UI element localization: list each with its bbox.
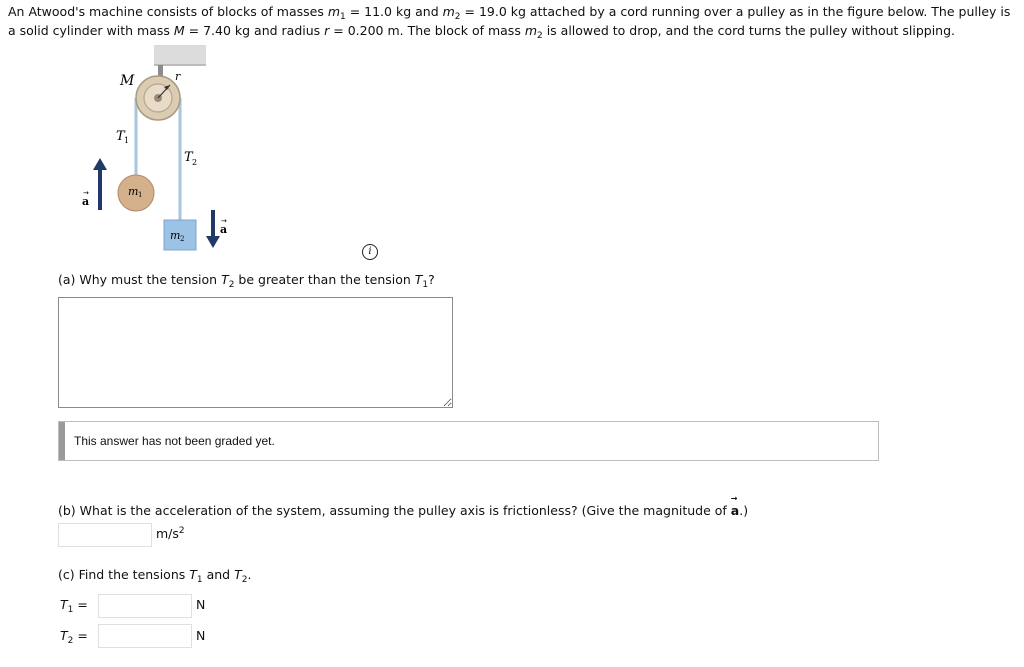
- label-T1: T: [116, 129, 125, 144]
- label-m1: m: [128, 185, 139, 198]
- t2-unit: N: [196, 628, 206, 643]
- acceleration-input[interactable]: [58, 523, 152, 547]
- svg-text:2: 2: [180, 235, 185, 243]
- info-icon[interactable]: i: [362, 244, 378, 260]
- t1-label: $T_1$ =: [60, 597, 88, 615]
- svg-text:2: 2: [192, 158, 198, 167]
- t2-input[interactable]: [98, 624, 192, 648]
- vector-a: → a: [731, 503, 739, 518]
- label-T2: T: [184, 150, 193, 165]
- t1-unit: N: [196, 597, 206, 612]
- ceiling: [154, 45, 206, 65]
- label-m2: m: [170, 229, 181, 242]
- graded-status-bar: [59, 422, 65, 460]
- label-r: r: [175, 70, 181, 83]
- label-M: M: [120, 73, 135, 89]
- svg-text:→: →: [221, 217, 227, 225]
- part-a-question: (a) Why must the tension $T_2$ be greater than the tension $T_1$?: [58, 272, 435, 290]
- graded-status-box: [58, 421, 879, 461]
- svg-text:1: 1: [124, 136, 130, 145]
- part-a-answer-textarea[interactable]: [58, 297, 453, 408]
- svg-text:1: 1: [138, 191, 143, 199]
- problem-statement: An Atwood's machine consists of blocks of masses $m_1 = 11.0$ kg and $m_2 = 19.0$ kg attached by a cord running over a pulley as in the figure below. The pulley is a solid cylinder with mass M = 7.40 kg and radius r = 0.200 m. The block of mass $m_2$ is allowed to drop, and the cord turns the pulley without slipping.: [8, 4, 1011, 41]
- atwood-machine-figure: [60, 40, 320, 270]
- t1-input[interactable]: [98, 594, 192, 618]
- acceleration-unit: $m/s^2$: [156, 526, 185, 541]
- graded-status-text: This answer has not been graded yet.: [74, 434, 275, 448]
- part-b-question: (b) What is the acceleration of the system, assuming the pulley axis is frictionless? (Give the magnitude of → a.): [58, 503, 748, 518]
- part-c-question: (c) Find the tensions $T_1$ and $T_2$.: [58, 567, 252, 585]
- label-a-left: a: [82, 195, 90, 208]
- label-a-right: a: [220, 223, 228, 236]
- t2-label: $T_2$ =: [60, 628, 88, 646]
- svg-text:→: →: [83, 189, 89, 197]
